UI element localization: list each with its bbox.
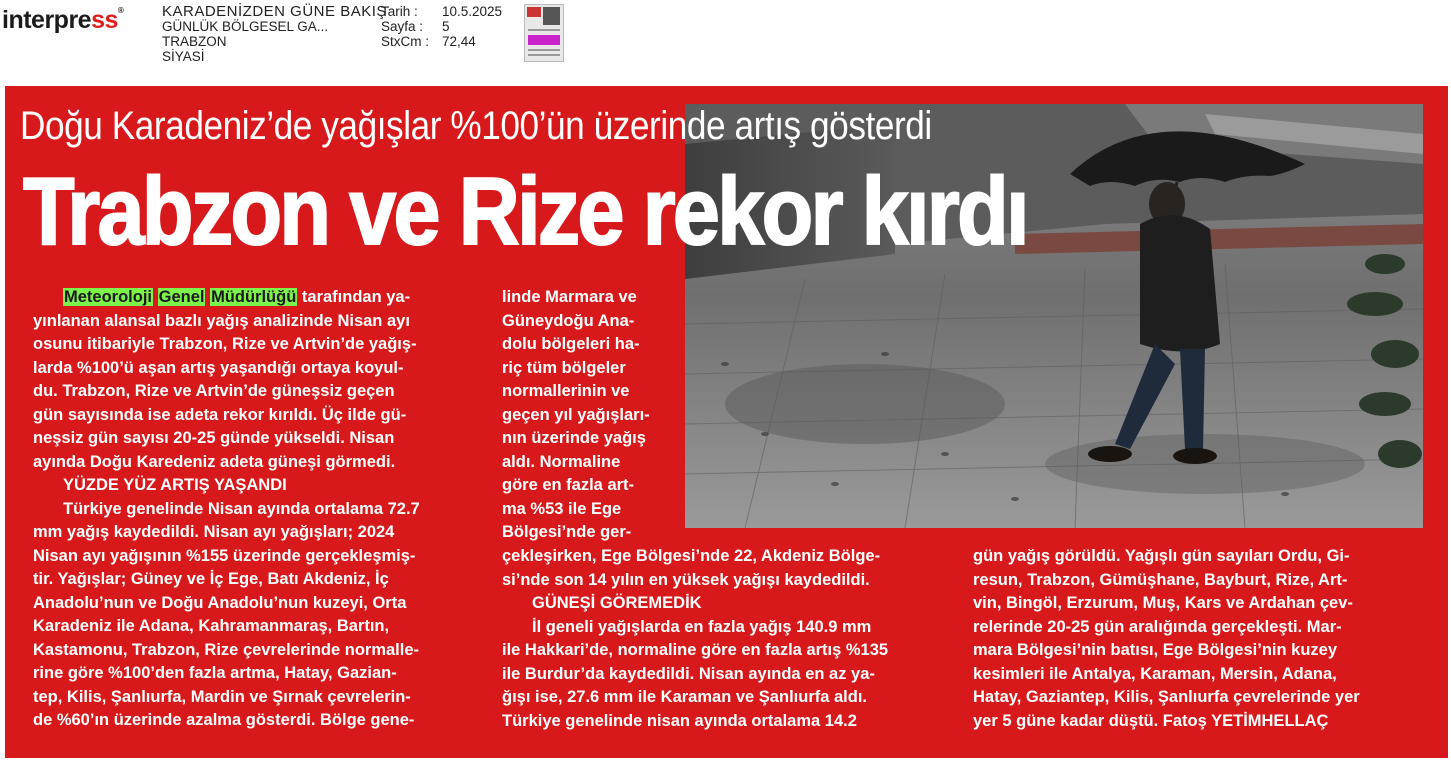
highlight-word: Genel [158,288,205,306]
text-line: ile Hakkari’de, normaline göre en fazla artış %135 [502,641,889,659]
text-line: du. Trabzon, Rize ve Artvin’de güneşsiz geçen [33,382,395,400]
text-line: mara Bölgesi’nin batısı, Ege Bölgesi’nin kuzey [973,641,1338,659]
text-line: normallerinin ve [502,382,630,400]
text-line: neşsiz gün sayısı 20-25 günde yükseldi. Nisan [33,429,395,447]
text-column-2-continued [502,545,888,733]
text-line: gün sayısında ise adeta rekor kırıldı. Üç ilde gü- [33,405,407,424]
section-heading: GÜNEŞİ GÖREMEDİK [532,594,702,612]
text-line: riç tüm bölgeler [502,358,626,377]
text-line: İl geneli yağışlarda en fazla yağış 140.9 mm [532,617,872,636]
text-line: Türkiye genelinde nisan ayında ortalama 14.2 [502,711,857,730]
text-line: si’nde son 14 yılın en yüksek yağışı kaydedildi. [502,570,870,589]
text-line: Nisan ayı yağışının %155 üzerinde gerçekleşmiş- [33,546,416,565]
text-line: linde Marmara ve [502,288,637,306]
text-line: Güneydoğu Ana- [502,311,635,330]
text-line: de %60’ın üzerinde azalma gösterdi. Bölge gene- [33,711,415,729]
page-label: Sayfa : [381,19,424,34]
text-line: tir. Yağışlar; Güney ve İç Ege, Batı Akdeniz, İç [33,570,389,588]
text-line: vin, Bingöl, Erzurum, Muş, Kars ve Ardahan çev- [973,594,1353,612]
interpress-logo: interpress® [2,6,124,34]
text-line: Kastamonu, Trabzon, Rize çevrelerinde normalle- [33,640,420,659]
clipping-labels [381,4,429,49]
highlight-word: Meteoroloji [64,288,153,306]
text-line: ma %53 ile Ege [502,499,622,518]
text-line: yınlanan alansal bazlı yağış analizinde Nisan ayı [33,311,410,330]
text-line: nın üzerinde yağış [502,429,646,447]
text-line: Bölgesi’nde ger- [502,523,632,541]
text-line: rine göre %100’den fazla artma, Hatay, Gazian- [33,664,397,682]
text-line: çekleşirken, Ege Bölgesi’nde 22, Akdeniz Bölge- [502,547,881,565]
section-heading: YÜZDE YÜZ ARTIŞ YAŞANDI [63,476,287,494]
date-value: 10.5.2025 [442,4,503,19]
text-column-1 [33,286,420,733]
date-label: Tarih : [381,4,418,19]
text-line: dolu bölgeleri ha- [502,335,640,353]
publication-type: GÜNLÜK BÖLGESEL GA... [162,19,329,34]
article-subheadline: Doğu Karadeniz’de yağışlar %100’ün üzerinde artış gösterdi [20,104,932,148]
publication-city: TRABZON [162,34,227,49]
highlight-word: Müdürlüğü [211,288,297,306]
text-column-3 [973,545,1360,733]
stxcm-value: 72,44 [442,34,476,49]
text-line: ğışı ise, 27.6 mm ile Karaman ve Şanlıurfa aldı. [502,688,867,706]
text-line: osunu itibariyle Trabzon, Rize ve Artvin’de yağış- [33,335,417,353]
text-line: mm yağış kaydedildi. Nisan ayı yağışları; 2024 [33,523,395,541]
text-line: relerinde 20-25 gün aralığında gerçekleşti. Mar- [973,617,1342,636]
page-value: 5 [442,19,450,34]
text-line: larda %100’ü aşan artış yaşandığı ortaya koyul- [33,358,404,377]
text-line: Anadolu’nun ve Doğu Anadolu’nun kuzeyi, Orta [33,593,407,612]
stxcm-label: StxCm : [381,34,430,49]
text-line: ile Burdur’da kaydedildi. Nisan ayında en az ya- [502,664,875,683]
text-column-2 [502,286,650,545]
text-line: resun, Trabzon, Gümüşhane, Bayburt, Rize, Art- [973,570,1348,589]
clipping-values [442,4,502,49]
page-thumbnail[interactable] [524,4,564,62]
clipping-info [162,4,387,64]
text-line: Türkiye genelinde Nisan ayında ortalama 72.7 [63,499,420,518]
first-line: Meteoroloji Genel Müdürlüğü tarafından ya- [64,288,411,306]
author-line: yer 5 güne kadar düştü. Fatoş YETİMHELLAÇ [973,711,1329,730]
text-line: Karadeniz ile Adana, Kahramanmaraş, Bartın, [33,617,390,635]
publication-name: KARADENİZDEN GÜNE BAKIŞ [162,3,387,20]
text-line: göre en fazla art- [502,476,635,494]
text-line: aldı. Normaline [502,452,621,471]
text-line: gün yağış görüldü. Yağışlı gün sayıları Ordu, Gi- [973,547,1350,565]
publication-category: SİYASİ [162,49,205,64]
text-line: Hatay, Gaziantep, Kilis, Şanlıurfa çevrelerinde yer [973,688,1360,706]
article-clipping [5,86,1448,758]
text-line: geçen yıl yağışları- [502,405,650,424]
text-line: kesimleri ile Antalya, Karaman, Mersin, Adana, [973,664,1337,683]
article-headline: Trabzon ve Rize rekor kırdı [23,158,1027,265]
text-line: ayında Doğu Karedeniz adeta güneşi görmedi. [33,452,396,471]
text-line: tep, Kilis, Şanlıurfa, Mardin ve Şırnak çevrelerin- [33,687,411,706]
